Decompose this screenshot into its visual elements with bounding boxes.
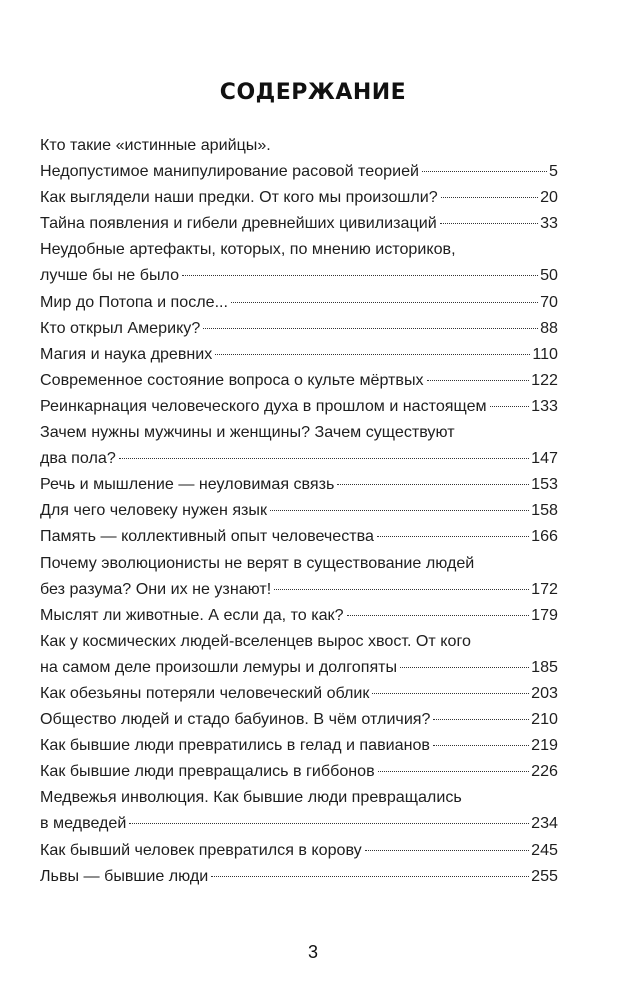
toc-leader-row [40,184,558,210]
dot-leader [377,536,529,537]
toc-leader-row [40,393,558,419]
toc-entry [40,784,558,836]
toc-entry-title-line: Реинкарнация человеческого духа в прошлом и настоящем [40,396,487,415]
toc-entry [40,863,558,889]
dot-leader [433,745,529,746]
dot-leader [129,823,529,824]
toc-page-number: 166 [531,527,558,546]
toc-entry-last-line [40,654,558,680]
toc-leader-row [40,810,558,836]
toc-entry-title-line: Для чего человеку нужен язык [40,501,268,520]
table-of-contents [40,132,558,889]
toc-page-number: 245 [531,840,558,859]
toc-entry-last-line [40,523,558,549]
toc-entry-title-line: Кто такие «истинные арийцы». [40,136,271,154]
dot-leader [422,171,547,172]
toc-leader-row [40,576,558,602]
dot-leader [400,667,529,668]
toc-page-number: 234 [531,814,558,833]
toc-entry-last-line [40,210,558,236]
toc-leader-row [40,341,558,367]
toc-entry [40,367,558,393]
toc-entry-title-line: Мир до Потопа и после... [40,292,229,311]
toc-entry [40,602,558,628]
toc-leader-row [40,680,558,706]
dot-leader [211,876,529,877]
dot-leader [378,771,529,772]
toc-entry-last-line [40,393,558,419]
toc-entry-title-line: лучше бы не было [40,266,180,285]
dot-leader [433,719,529,720]
dot-leader [440,223,538,224]
toc-entry-title-line: без разума? Они их не узнают! [40,579,272,598]
toc-leader-row [40,732,558,758]
toc-entry [40,706,558,732]
toc-entry-title-line: Как бывшие люди превратились в гелад и павианов [40,736,430,755]
toc-page-number: 5 [549,162,558,181]
toc-entry [40,341,558,367]
page-number: 3 [307,942,318,962]
toc-entry [40,236,558,288]
toc-page-number: 33 [540,214,558,233]
dot-leader [274,589,529,590]
toc-leader-row [40,706,558,732]
toc-entry-last-line [40,315,558,341]
dot-leader [337,484,529,485]
toc-entry-last-line [40,680,558,706]
toc-entry-last-line [40,497,558,523]
toc-page-number: 210 [531,710,558,729]
toc-entry-last-line [40,471,558,497]
toc-page-number: 185 [531,657,558,676]
dot-leader [347,615,530,616]
toc-entry-last-line [40,863,558,889]
toc-entry-last-line [40,706,558,732]
toc-page-number: 88 [540,318,558,337]
toc-entry-last-line [40,367,558,393]
toc-entry-last-line [40,158,558,184]
dot-leader [270,510,529,511]
toc-page-number: 133 [531,396,558,415]
toc-entry-last-line [40,289,558,315]
dot-leader [119,458,529,459]
toc-leader-row [40,289,558,315]
page-title: СОДЕРЖАНИЕ [219,80,407,105]
toc-page-number: 50 [540,266,558,285]
toc-entry-title-line: Тайна появления и гибели древнейших цивилизаций [40,214,437,233]
toc-entry [40,550,558,602]
toc-entry-last-line [40,758,558,784]
toc-entry-title-line: Львы — бывшие люди [40,866,209,885]
toc-entry [40,471,558,497]
toc-entry [40,497,558,523]
dot-leader [231,302,538,303]
toc-entry [40,210,558,236]
toc-entry [40,680,558,706]
toc-entry-title-line: Как у космических людей-вселенцев вырос хвост. От кого [40,631,471,650]
toc-entry-title-line: на самом деле произошли лемуры и долгопяты [40,657,398,676]
toc-entry-last-line [40,810,558,836]
toc-entry-last-line [40,262,558,288]
dot-leader [203,328,538,329]
toc-entry-title-line: Почему эволюционисты не верят в существование людей [40,553,475,572]
toc-entry-last-line [40,602,558,628]
toc-entry [40,184,558,210]
toc-entry-last-line [40,576,558,602]
toc-entry-last-line [40,445,558,471]
toc-entry-title-line: Мыслят ли животные. А если да, то как? [40,605,344,624]
toc-leader-row [40,262,558,288]
toc-leader-row [40,445,558,471]
toc-page-number: 255 [531,866,558,885]
toc-entry [40,289,558,315]
toc-entry-title-line: в медведей [40,814,127,833]
toc-entry-title-line: Как бывший человек превратился в корову [40,840,362,859]
toc-page-number: 158 [531,501,558,520]
toc-page-number: 70 [540,292,558,311]
toc-leader-row [40,367,558,393]
toc-page-number: 153 [531,475,558,494]
toc-page-number: 20 [540,188,558,207]
dot-leader [372,693,529,694]
toc-entry [40,837,558,863]
toc-entry-last-line [40,341,558,367]
toc-leader-row [40,758,558,784]
toc-entry-title-line: Как бывшие люди превращались в гиббонов [40,762,375,781]
toc-entry [40,419,558,471]
dot-leader [490,406,530,407]
dot-leader [427,380,530,381]
toc-leader-row [40,158,558,184]
toc-entry [40,758,558,784]
toc-entry-title-line: Неудобные артефакты, которых, по мнению историков, [40,240,456,259]
toc-entry [40,523,558,549]
toc-leader-row [40,210,558,236]
toc-page-number: 226 [531,762,558,781]
toc-entry-last-line [40,184,558,210]
toc-entry-title-line: Магия и наука древних [40,344,213,363]
dot-leader [215,354,530,355]
toc-entry-title-line: Речь и мышление — неуловимая связь [40,475,335,494]
toc-entry-title-line: Недопустимое манипулирование расовой теорией [40,162,420,181]
toc-entry-title-line: Память — коллективный опыт человечества [40,527,374,546]
toc-entry-title-line: Как обезьяны потеряли человеческий облик [40,683,370,702]
toc-page-number: 179 [531,605,558,624]
toc-entry [40,315,558,341]
dot-leader [441,197,538,198]
toc-entry [40,132,558,184]
toc-entry-title-line: Зачем нужны мужчины и женщины? Зачем существуют [40,423,455,442]
toc-leader-row [40,523,558,549]
toc-leader-row [40,602,558,628]
toc-entry [40,732,558,758]
toc-page-number: 110 [532,344,558,363]
toc-leader-row [40,654,558,680]
toc-page-number: 147 [531,449,558,468]
toc-page-number: 219 [531,736,558,755]
toc-entry-last-line [40,837,558,863]
toc-page-number: 172 [531,579,558,598]
toc-entry-title-line: Кто открыл Америку? [40,318,201,337]
toc-page-number: 203 [531,683,558,702]
dot-leader [182,275,538,276]
toc-entry-title-line: Как выглядели наши предки. От кого мы произошли? [40,188,438,207]
toc-leader-row [40,497,558,523]
toc-entry [40,393,558,419]
toc-entry-title-line: два пола? [40,449,116,468]
toc-leader-row [40,471,558,497]
toc-leader-row [40,837,558,863]
toc-page-number: 122 [531,370,558,389]
toc-entry-last-line [40,732,558,758]
toc-entry-title-line: Современное состояние вопроса о культе мёртвых [40,370,424,389]
toc-leader-row [40,315,558,341]
toc-entry-title-line: Медвежья инволюция. Как бывшие люди превращались [40,788,462,807]
toc-leader-row [40,863,558,889]
dot-leader [365,850,529,851]
toc-entry [40,628,558,680]
toc-entry-title-line: Общество людей и стадо бабуинов. В чём отличия? [40,710,431,729]
